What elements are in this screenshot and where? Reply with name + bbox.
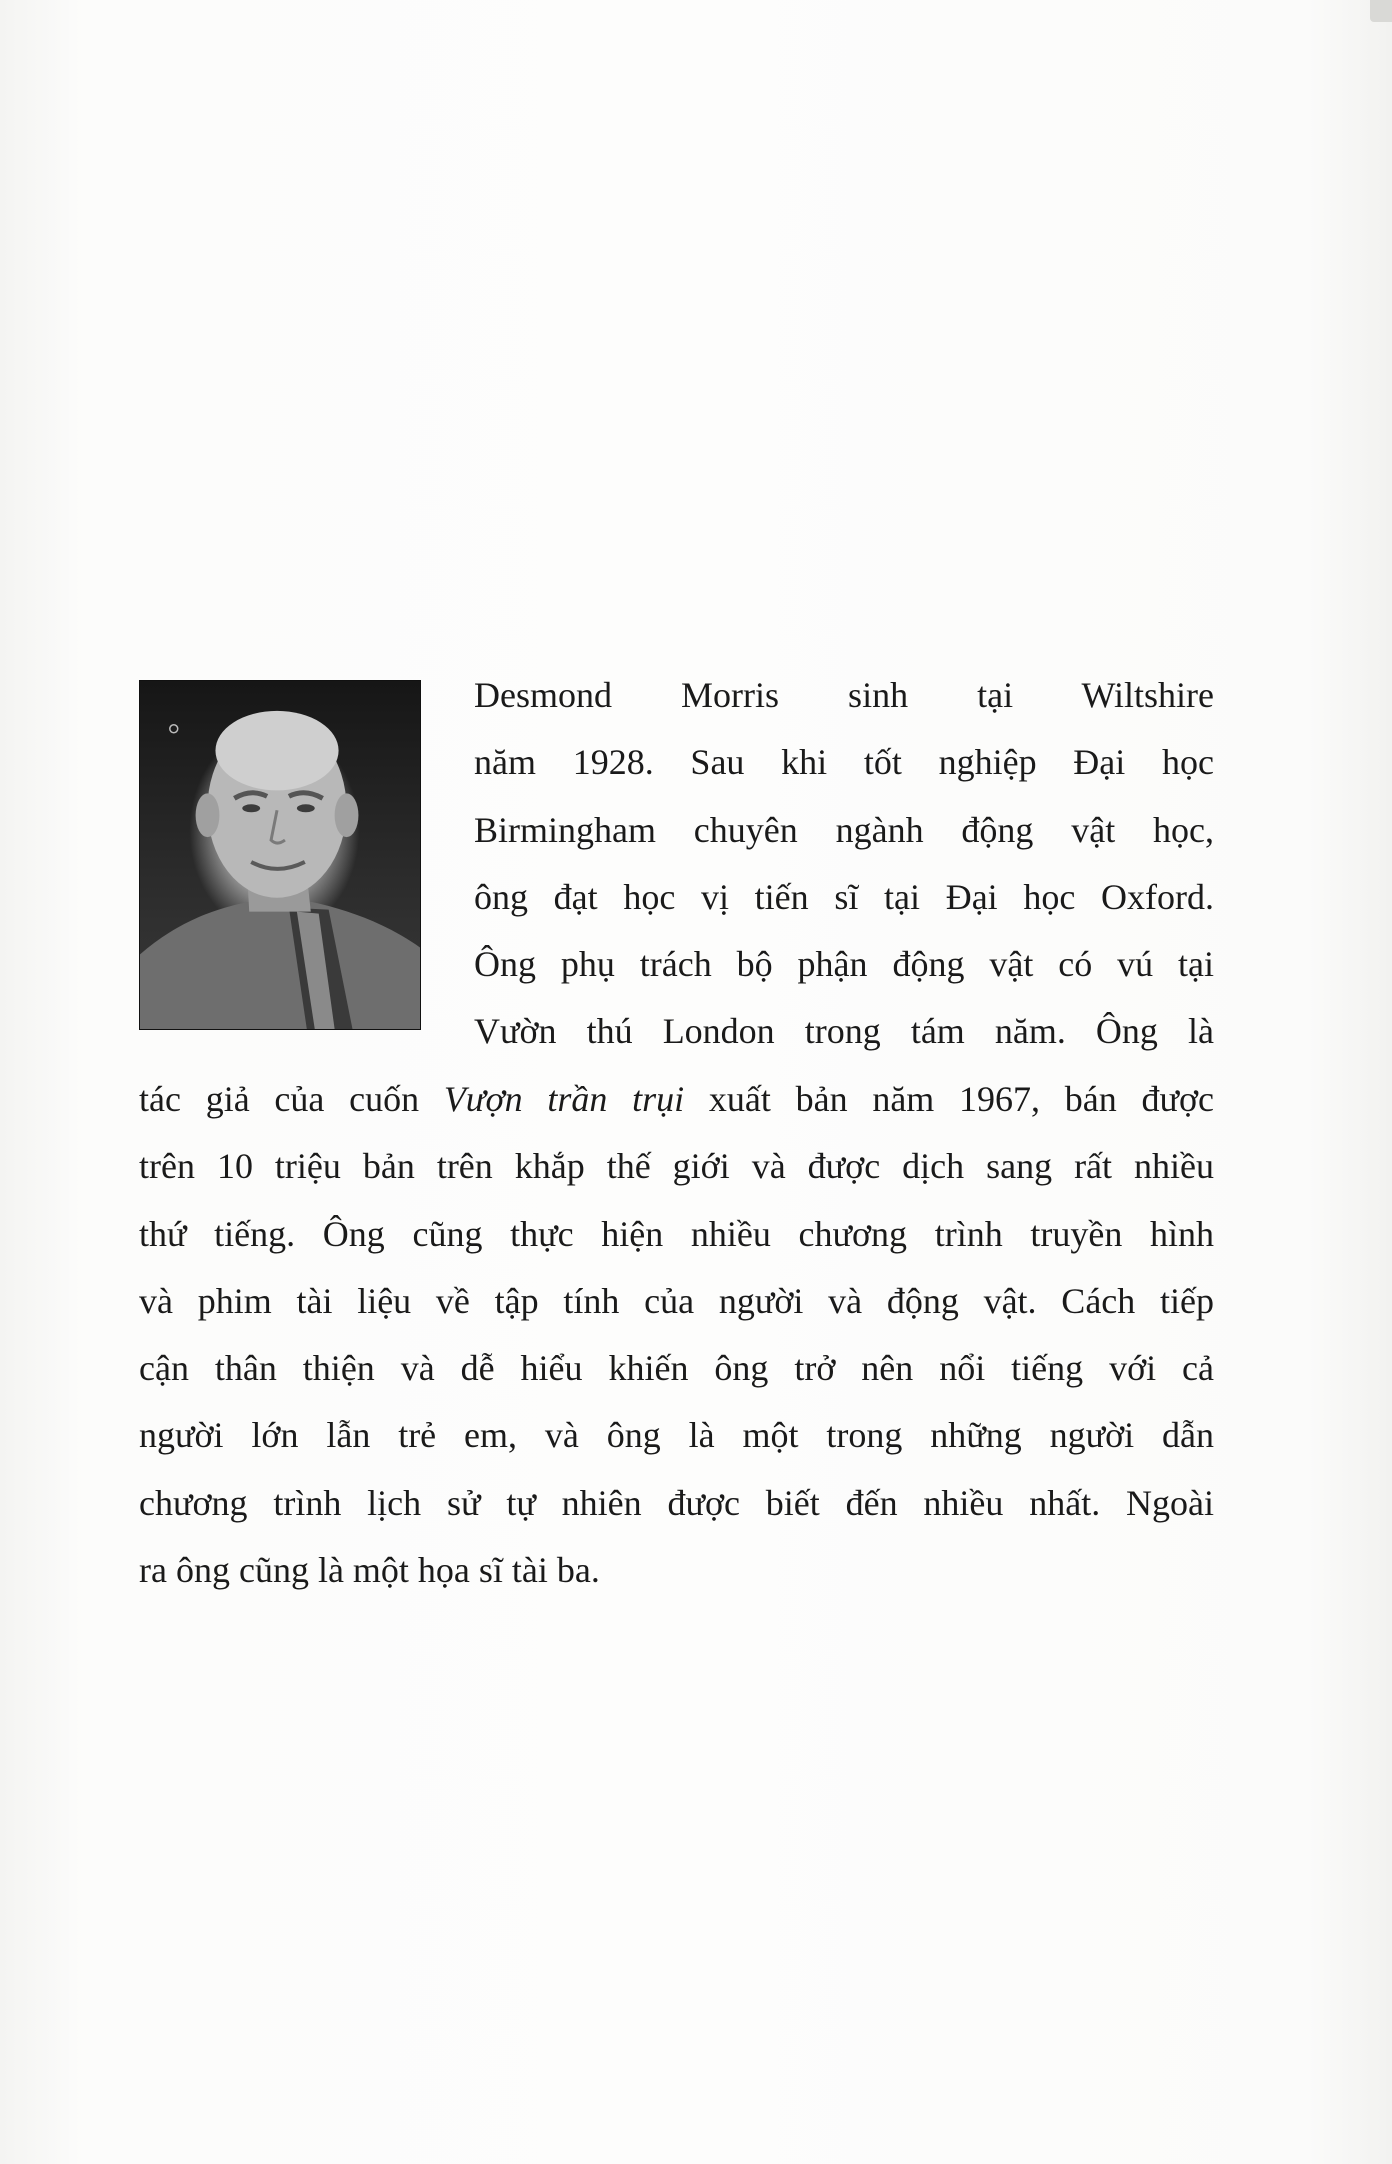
bio-line: năm 1928. Sau khi tốt nghiệp Đại học: [474, 742, 1214, 783]
bio-line: Birmingham chuyên ngành động vật học,: [474, 809, 1214, 850]
book-title: Vượn trần trụi: [443, 1079, 685, 1119]
bio-line: cận thân thiện và dễ hiểu khiến ông trở nên nổi tiếng với cả: [139, 1348, 1214, 1389]
bio-line: Ông phụ trách bộ phận động vật có vú tại: [474, 944, 1214, 985]
bio-text: xuất bản năm 1967, bán được: [684, 1079, 1215, 1119]
author-photo: [139, 680, 421, 1030]
biography-lead: [474, 662, 1214, 1066]
bio-line: trên 10 triệu bản trên khắp thế giới và được dịch sang rất nhiều: [139, 1146, 1214, 1187]
bio-line: Vườn thú London trong tám năm. Ông là: [474, 1011, 1214, 1052]
bio-line: thứ tiếng. Ông cũng thực hiện nhiều chương trình truyền hình: [139, 1213, 1214, 1254]
bio-text: tác giả của cuốn: [139, 1079, 444, 1119]
bio-line: ông đạt học vị tiến sĩ tại Đại học Oxford.: [474, 876, 1214, 917]
author-portrait-icon: [140, 681, 420, 1029]
biography-body: [139, 1066, 1214, 1604]
bio-line: ra ông cũng là một họa sĩ tài ba.: [139, 1550, 600, 1591]
bio-line: người lớn lẫn trẻ em, và ông là một trong những người dẫn: [139, 1415, 1214, 1456]
bio-line: chương trình lịch sử tự nhiên được biết đến nhiều nhất. Ngoài: [139, 1482, 1214, 1523]
bio-line: và phim tài liệu về tập tính của người và động vật. Cách tiếp: [139, 1280, 1214, 1321]
bio-line: Desmond Morris sinh tại Wiltshire: [474, 675, 1214, 715]
page-corner: [1370, 0, 1392, 22]
bio-line-with-title: [139, 1066, 1214, 1133]
